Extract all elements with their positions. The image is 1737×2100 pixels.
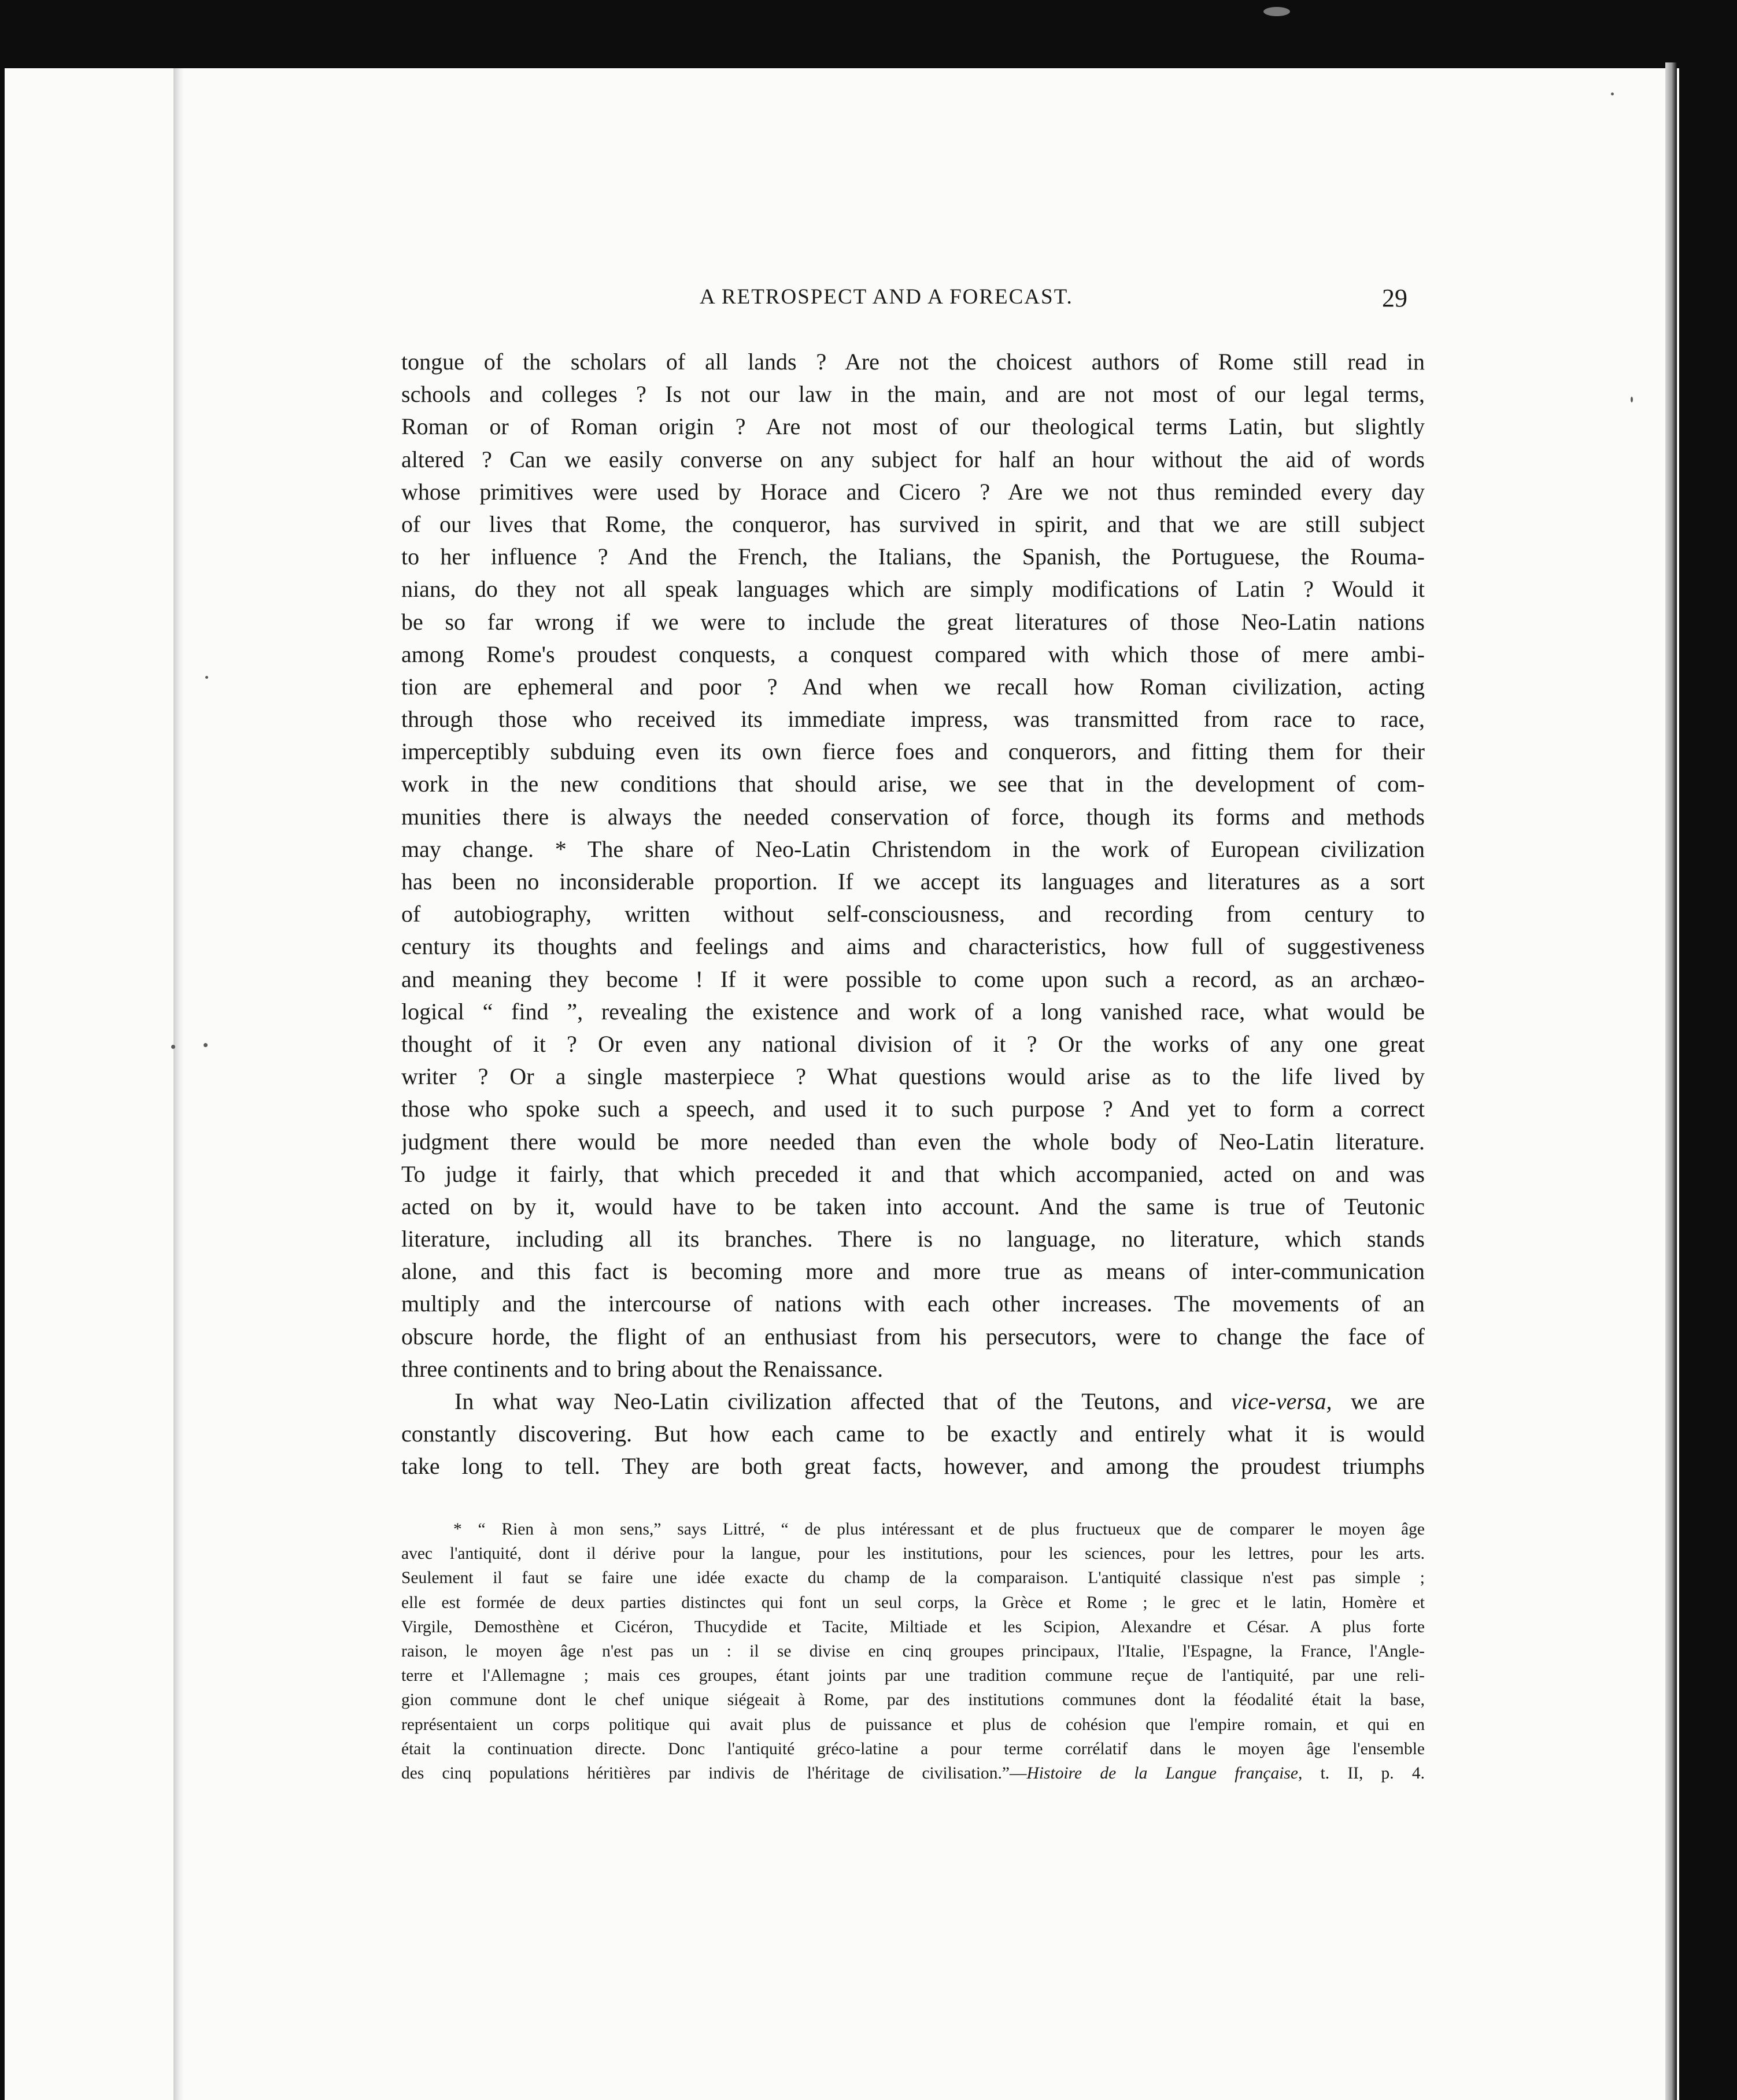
text-line: those who spoke such a speech, and used it to such purpose ? And yet to form a correct (401, 1096, 1425, 1122)
text-line: of autobiography, written without self-consciousness, and recording from century to (401, 901, 1425, 927)
scan-speck (1611, 93, 1614, 95)
footnote-line: était la continuation directe. Donc l'antiquité gréco-latine a pour terme corrélatif dans le moyen âge l'ensemble (401, 1739, 1425, 1758)
text-line: and meaning they become ! If it were possible to come upon such a record, as an archæo- (401, 966, 1425, 992)
text-run: we are (1332, 1388, 1425, 1414)
text-line: of our lives that Rome, the conqueror, has survived in spirit, and that we are still subject (401, 511, 1425, 537)
scan-speck (171, 1045, 175, 1049)
scan-speck (1263, 7, 1290, 16)
text-line: century its thoughts and feelings and aims and characteristics, how full of suggestiveness (401, 933, 1425, 960)
text-line: judgment there would be more needed than even the whole body of Neo-Latin literature. (401, 1128, 1425, 1155)
text-line: tongue of the scholars of all lands ? Are not the choicest authors of Rome still read in (401, 349, 1425, 375)
text-run: des cinq populations héritières par indivis de l'héritage de civilisation.”— (401, 1763, 1027, 1783)
scan-speck (204, 1043, 208, 1047)
text-line: multiply and the intercourse of nations with each other increases. The movements of an (401, 1291, 1425, 1317)
footnote-line: elle est formée de deux parties distinctes qui font un seul corps, la Grèce et Rome ; le grec et le latin, Homère et (401, 1593, 1425, 1612)
text-line: has been no inconsiderable proportion. If we accept its languages and literatures as a sort (401, 868, 1425, 894)
footnote-line: gion commune dont le chef unique siégeait à Rome, par des institutions communes dont la féodalité était la base, (401, 1691, 1425, 1710)
text-line: thought of it ? Or even any national division of it ? Or the works of any one great (401, 1030, 1425, 1057)
text-line: Roman or of Roman origin ? Are not most of our theological terms Latin, but slightly (401, 413, 1425, 440)
text-line: may change. * The share of Neo-Latin Christendom in the work of European civilization (401, 835, 1425, 862)
text-line: literature, including all its branches. There is no language, no literature, which stands (401, 1226, 1425, 1252)
text-line: altered ? Can we easily converse on any subject for half an hour without the aid of words (401, 446, 1425, 472)
text-line: acted on by it, would have to be taken into account. And the same is true of Teutonic (401, 1193, 1425, 1219)
footnote-line: Virgile, Demosthène et Cicéron, Thucydide et Tacite, Miltiade et les Scipion, Alexandre et César. A plus forte (401, 1617, 1425, 1636)
text-line: schools and colleges ? Is not our law in the main, and are not most of our legal terms, (401, 381, 1425, 408)
page-gutter (173, 68, 184, 2100)
page-number: 29 (1382, 284, 1407, 312)
text-line: through those who received its immediate impress, was transmitted from race to race, (401, 706, 1425, 733)
text-line: alone, and this fact is becoming more and more true as means of inter-communication (401, 1258, 1425, 1285)
scan-speck (205, 676, 208, 679)
page-edge (1665, 62, 1677, 2100)
text-line: constantly discovering. But how each came to be exactly and entirely what it is would (401, 1421, 1425, 1447)
footnote-line: terre et l'Allemagne ; mais ces groupes, étant joints par une tradition commune reçue de l'antiquité, par une reli- (401, 1666, 1425, 1685)
paragraph-start-line (401, 1385, 1425, 1418)
footnote-line: raison, le moyen âge n'est pas un : il se divise en cinq groupes principaux, l'Italie, l'Espagne, la France, l'Angle- (401, 1641, 1425, 1661)
text-line: among Rome's proudest conquests, a conquest compared with which those of mere ambi- (401, 641, 1425, 667)
text-line: whose primitives were used by Horace and Cicero ? Are we not thus reminded every day (401, 478, 1425, 505)
text-line: tion are ephemeral and poor ? And when we recall how Roman civilization, acting (401, 673, 1425, 700)
running-head: A RETROSPECT AND A FORECAST. (700, 285, 1073, 309)
text-line: work in the new conditions that should arise, we see that in the development of com- (401, 771, 1425, 797)
text-line: munities there is always the needed conservation of force, though its forms and methods (401, 803, 1425, 830)
footnote-line: Seulement il faut se faire une idée exacte du champ de la comparaison. L'antiquité classique n'est pas simple ; (401, 1569, 1425, 1588)
text-line: obscure horde, the flight of an enthusiast from his persecutors, were to change the face of (401, 1323, 1425, 1350)
text-line: nians, do they not all speak languages which are simply modifications of Latin ? Would it (401, 576, 1425, 602)
text-line: to her influence ? And the French, the Italians, the Spanish, the Portuguese, the Rouma- (401, 544, 1425, 570)
text-line: take long to tell. They are both great facts, however, and among the proudest triumphs (401, 1453, 1425, 1480)
text-line: To judge it fairly, that which preceded it and that which accompanied, acted on and was (401, 1160, 1425, 1187)
citation-title: Histoire de la Langue française, (1026, 1763, 1303, 1783)
footnote-line: représentaient un corps politique qui avait plus de puissance et plus de cohésion que l'empire romain, et qui en (401, 1715, 1425, 1734)
body-text (401, 346, 1425, 1483)
paragraph-end-line: three continents and to bring about the Renaissance. (401, 1355, 884, 1382)
footnote-line: avec l'antiquité, dont il dérive pour la langue, pour les institutions, pour les sciences, pour les lettres, pour les arts. (401, 1544, 1425, 1563)
text-run: In what way Neo-Latin civilization affected that of the Teutons, and (454, 1388, 1232, 1414)
text-line: be so far wrong if we were to include the great literatures of those Neo-Latin nations (401, 608, 1425, 635)
footnote-citation-line (401, 1761, 1425, 1785)
text-run: t. II, p. 4. (1302, 1763, 1425, 1783)
footnote (401, 1517, 1425, 1785)
text-line: imperceptibly subduing even its own fierce foes and conquerors, and fitting them for their (401, 738, 1425, 765)
text-line: logical “ find ”, revealing the existence and work of a long vanished race, what would be (401, 998, 1425, 1025)
italic-text: vice-versa, (1231, 1388, 1332, 1414)
text-line: writer ? Or a single masterpiece ? What questions would arise as to the life lived by (401, 1063, 1425, 1090)
footnote-line: * “ Rien à mon sens,” says Littré, “ de plus intéressant et de plus fructueux que de comparer le moyen âge (453, 1520, 1425, 1539)
scan-speck (1631, 397, 1633, 402)
